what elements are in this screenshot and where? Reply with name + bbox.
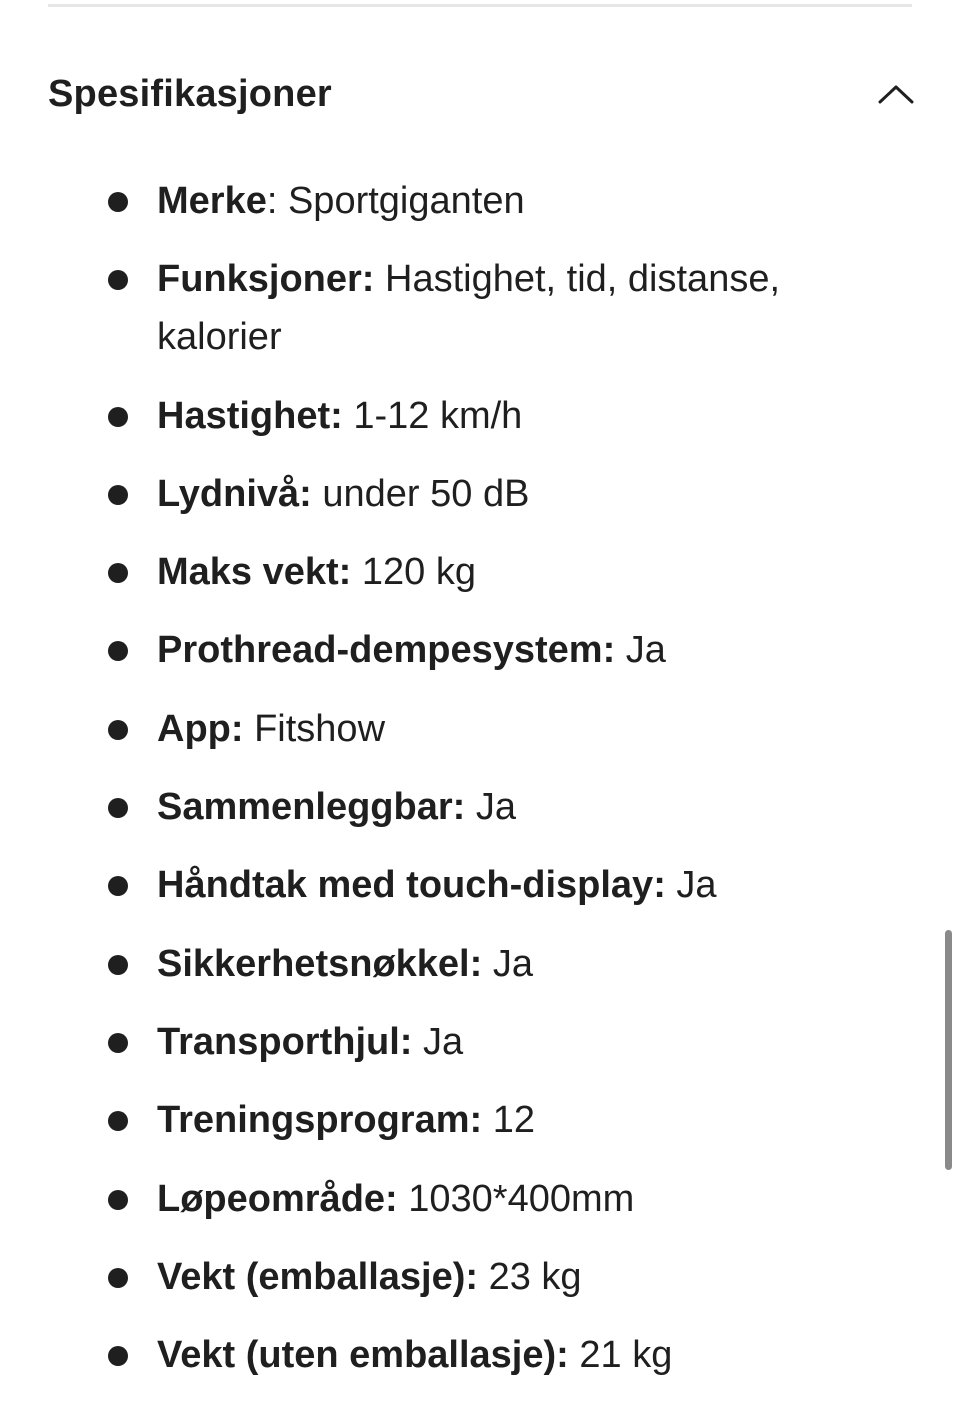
specs-accordion-header[interactable] — [48, 62, 912, 126]
bullet-icon — [108, 720, 128, 740]
spec-label: Vekt (uten emballasje): — [157, 1334, 569, 1377]
spec-label: Merke — [157, 180, 267, 222]
chevron-up-icon[interactable] — [876, 74, 916, 114]
spec-label: Sammenleggbar: — [157, 786, 466, 829]
spec-value: 120 kg — [351, 551, 476, 594]
section-title: Spesifikasjoner — [48, 72, 332, 115]
spec-item — [0, 1091, 960, 1149]
spec-label: Lydnivå: — [157, 472, 312, 515]
spec-item — [0, 465, 960, 523]
scrollbar-thumb[interactable] — [945, 930, 952, 1170]
bullet-icon — [108, 407, 128, 427]
spec-label: Hastighet: — [157, 394, 343, 437]
bullet-icon — [108, 192, 128, 212]
spec-value: Ja — [412, 1020, 464, 1063]
spec-label: Maks vekt: — [157, 551, 352, 594]
section-divider — [48, 4, 912, 7]
specs-list — [0, 172, 960, 1404]
spec-item — [0, 700, 960, 758]
spec-value: Fitshow — [243, 707, 386, 750]
spec-value: Hastighet, tid, distanse, kalorier — [157, 258, 781, 359]
spec-value: 12 — [482, 1099, 535, 1142]
spec-value: Ja — [615, 629, 666, 672]
spec-value: Ja — [482, 942, 533, 985]
spec-label: Håndtak med touch-display: — [157, 864, 666, 907]
bullet-icon — [108, 270, 128, 290]
bullet-icon — [108, 1268, 128, 1288]
bullet-icon — [108, 1033, 128, 1053]
bullet-icon — [108, 1111, 128, 1131]
bullet-icon — [108, 1346, 128, 1366]
bullet-icon — [108, 1190, 128, 1210]
bullet-icon — [108, 563, 128, 583]
spec-item — [0, 387, 960, 445]
spec-item — [0, 1248, 960, 1306]
bullet-icon — [108, 798, 128, 818]
spec-value: 23 kg — [478, 1255, 582, 1298]
spec-label: Sikkerhetsnøkkel: — [157, 942, 483, 985]
spec-label: Transporthjul: — [157, 1020, 413, 1063]
spec-value: Ja — [465, 786, 517, 829]
spec-label: Funksjoner: — [157, 258, 375, 301]
spec-item — [0, 1326, 960, 1384]
spec-item — [0, 1170, 960, 1228]
bullet-icon — [108, 876, 128, 896]
spec-item — [0, 856, 960, 914]
spec-item — [0, 621, 960, 679]
spec-label: Løpeområde: — [157, 1177, 398, 1220]
spec-item — [0, 778, 960, 836]
spec-value: 21 kg — [568, 1334, 673, 1377]
spec-label: Vekt (emballasje): — [157, 1255, 479, 1298]
spec-item — [0, 250, 960, 366]
spec-label: Treningsprogram: — [157, 1099, 483, 1142]
spec-value: 1-12 km/h — [342, 394, 523, 437]
spec-label: App: — [157, 707, 244, 750]
bullet-icon — [108, 641, 128, 661]
spec-item — [0, 1013, 960, 1071]
spec-value: : Sportgiganten — [266, 180, 525, 222]
spec-value: 1030*400mm — [397, 1177, 635, 1220]
spec-value: Ja — [665, 864, 717, 907]
spec-label: Prothread-dempesystem: — [157, 629, 616, 672]
spec-item — [0, 935, 960, 993]
spec-value: under 50 dB — [311, 472, 530, 515]
spec-item — [0, 543, 960, 601]
bullet-icon — [108, 955, 128, 975]
spec-item — [0, 172, 960, 230]
bullet-icon — [108, 485, 128, 505]
